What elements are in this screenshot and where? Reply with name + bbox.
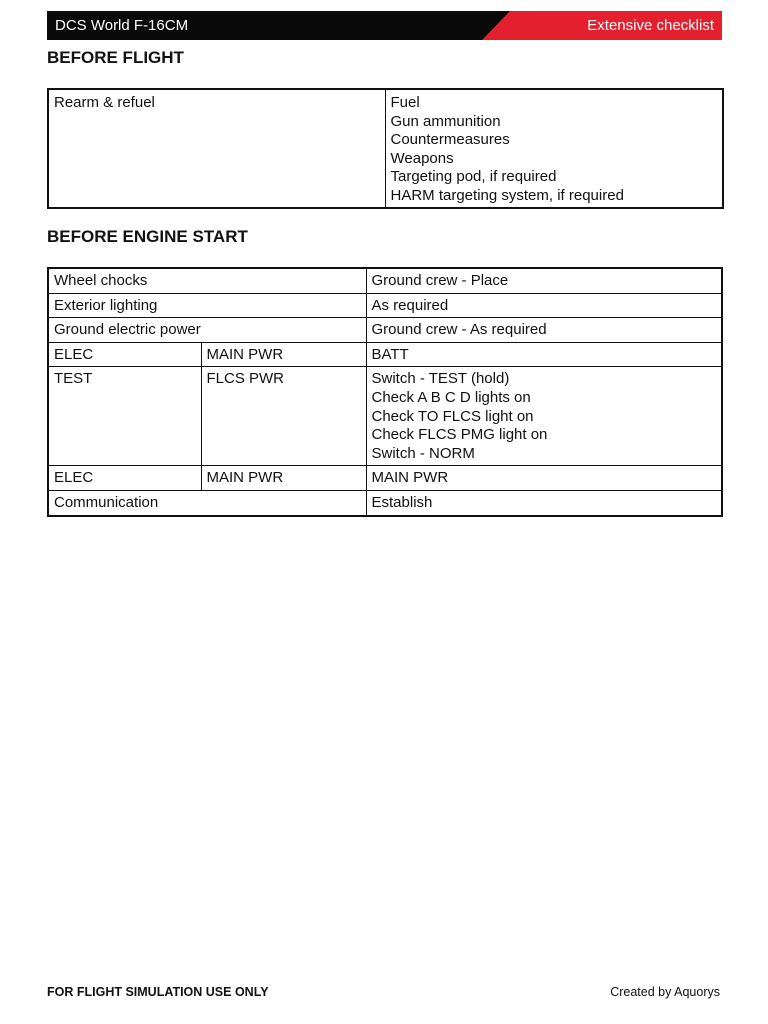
action-line: Check FLCS PMG light on (371, 426, 548, 444)
checklist-subitem: MAIN PWR (201, 466, 366, 491)
checklist-item: ELEC (48, 342, 201, 367)
checklist-action: Ground crew - Place (366, 268, 722, 293)
checklist-item: ELEC (48, 466, 201, 491)
section-title-before-flight: BEFORE FLIGHT (47, 48, 184, 67)
checklist-action: BATT (366, 342, 722, 367)
document-subtitle: Extensive checklist (587, 17, 714, 34)
checklist-action: MAIN PWR (366, 466, 722, 491)
checklist-row (48, 89, 723, 208)
checklist-action (366, 367, 722, 466)
action-line: Check TO FLCS light on (371, 407, 534, 425)
action-line: Check A B C D lights on (371, 388, 531, 406)
action-line: HARM targeting system, if required (390, 186, 624, 204)
checklist-item: Rearm & refuel (48, 89, 385, 208)
checklist-row (48, 318, 722, 343)
action-line: Countermeasures (390, 131, 510, 149)
checklist-row (48, 268, 722, 293)
checklist-row (48, 466, 722, 491)
action-line: Switch - NORM (371, 444, 475, 462)
checklist-item: Communication (48, 490, 366, 515)
checklist-action: As required (366, 293, 722, 318)
checklist-action: Establish (366, 490, 722, 515)
checklist-action (385, 89, 723, 208)
action-line: Weapons (390, 149, 454, 167)
checklist-subitem: MAIN PWR (201, 342, 366, 367)
checklist-subitem: FLCS PWR (201, 367, 366, 466)
action-line: Fuel (390, 94, 420, 111)
action-line: Targeting pod, if required (390, 168, 557, 186)
action-line: Switch - TEST (hold) (371, 370, 510, 388)
checklist-action: Ground crew - As required (366, 318, 722, 343)
checklist-table-before-flight (47, 88, 724, 209)
header-bar (47, 11, 722, 40)
section-title-before-engine-start: BEFORE ENGINE START (47, 227, 248, 246)
checklist-item: Wheel chocks (48, 268, 366, 293)
action-line: Gun ammunition (390, 112, 501, 130)
checklist-row (48, 342, 722, 367)
footer-credit: Created by Aquorys (610, 985, 720, 999)
checklist-row (48, 367, 722, 466)
document-title: DCS World F-16CM (55, 17, 189, 34)
checklist-table-before-engine-start (47, 267, 723, 517)
checklist-item: Ground electric power (48, 318, 366, 343)
checklist-row (48, 293, 722, 318)
checklist-item: TEST (48, 367, 201, 466)
checklist-item: Exterior lighting (48, 293, 366, 318)
footer-disclaimer: FOR FLIGHT SIMULATION USE ONLY (47, 985, 269, 999)
checklist-row (48, 490, 722, 515)
